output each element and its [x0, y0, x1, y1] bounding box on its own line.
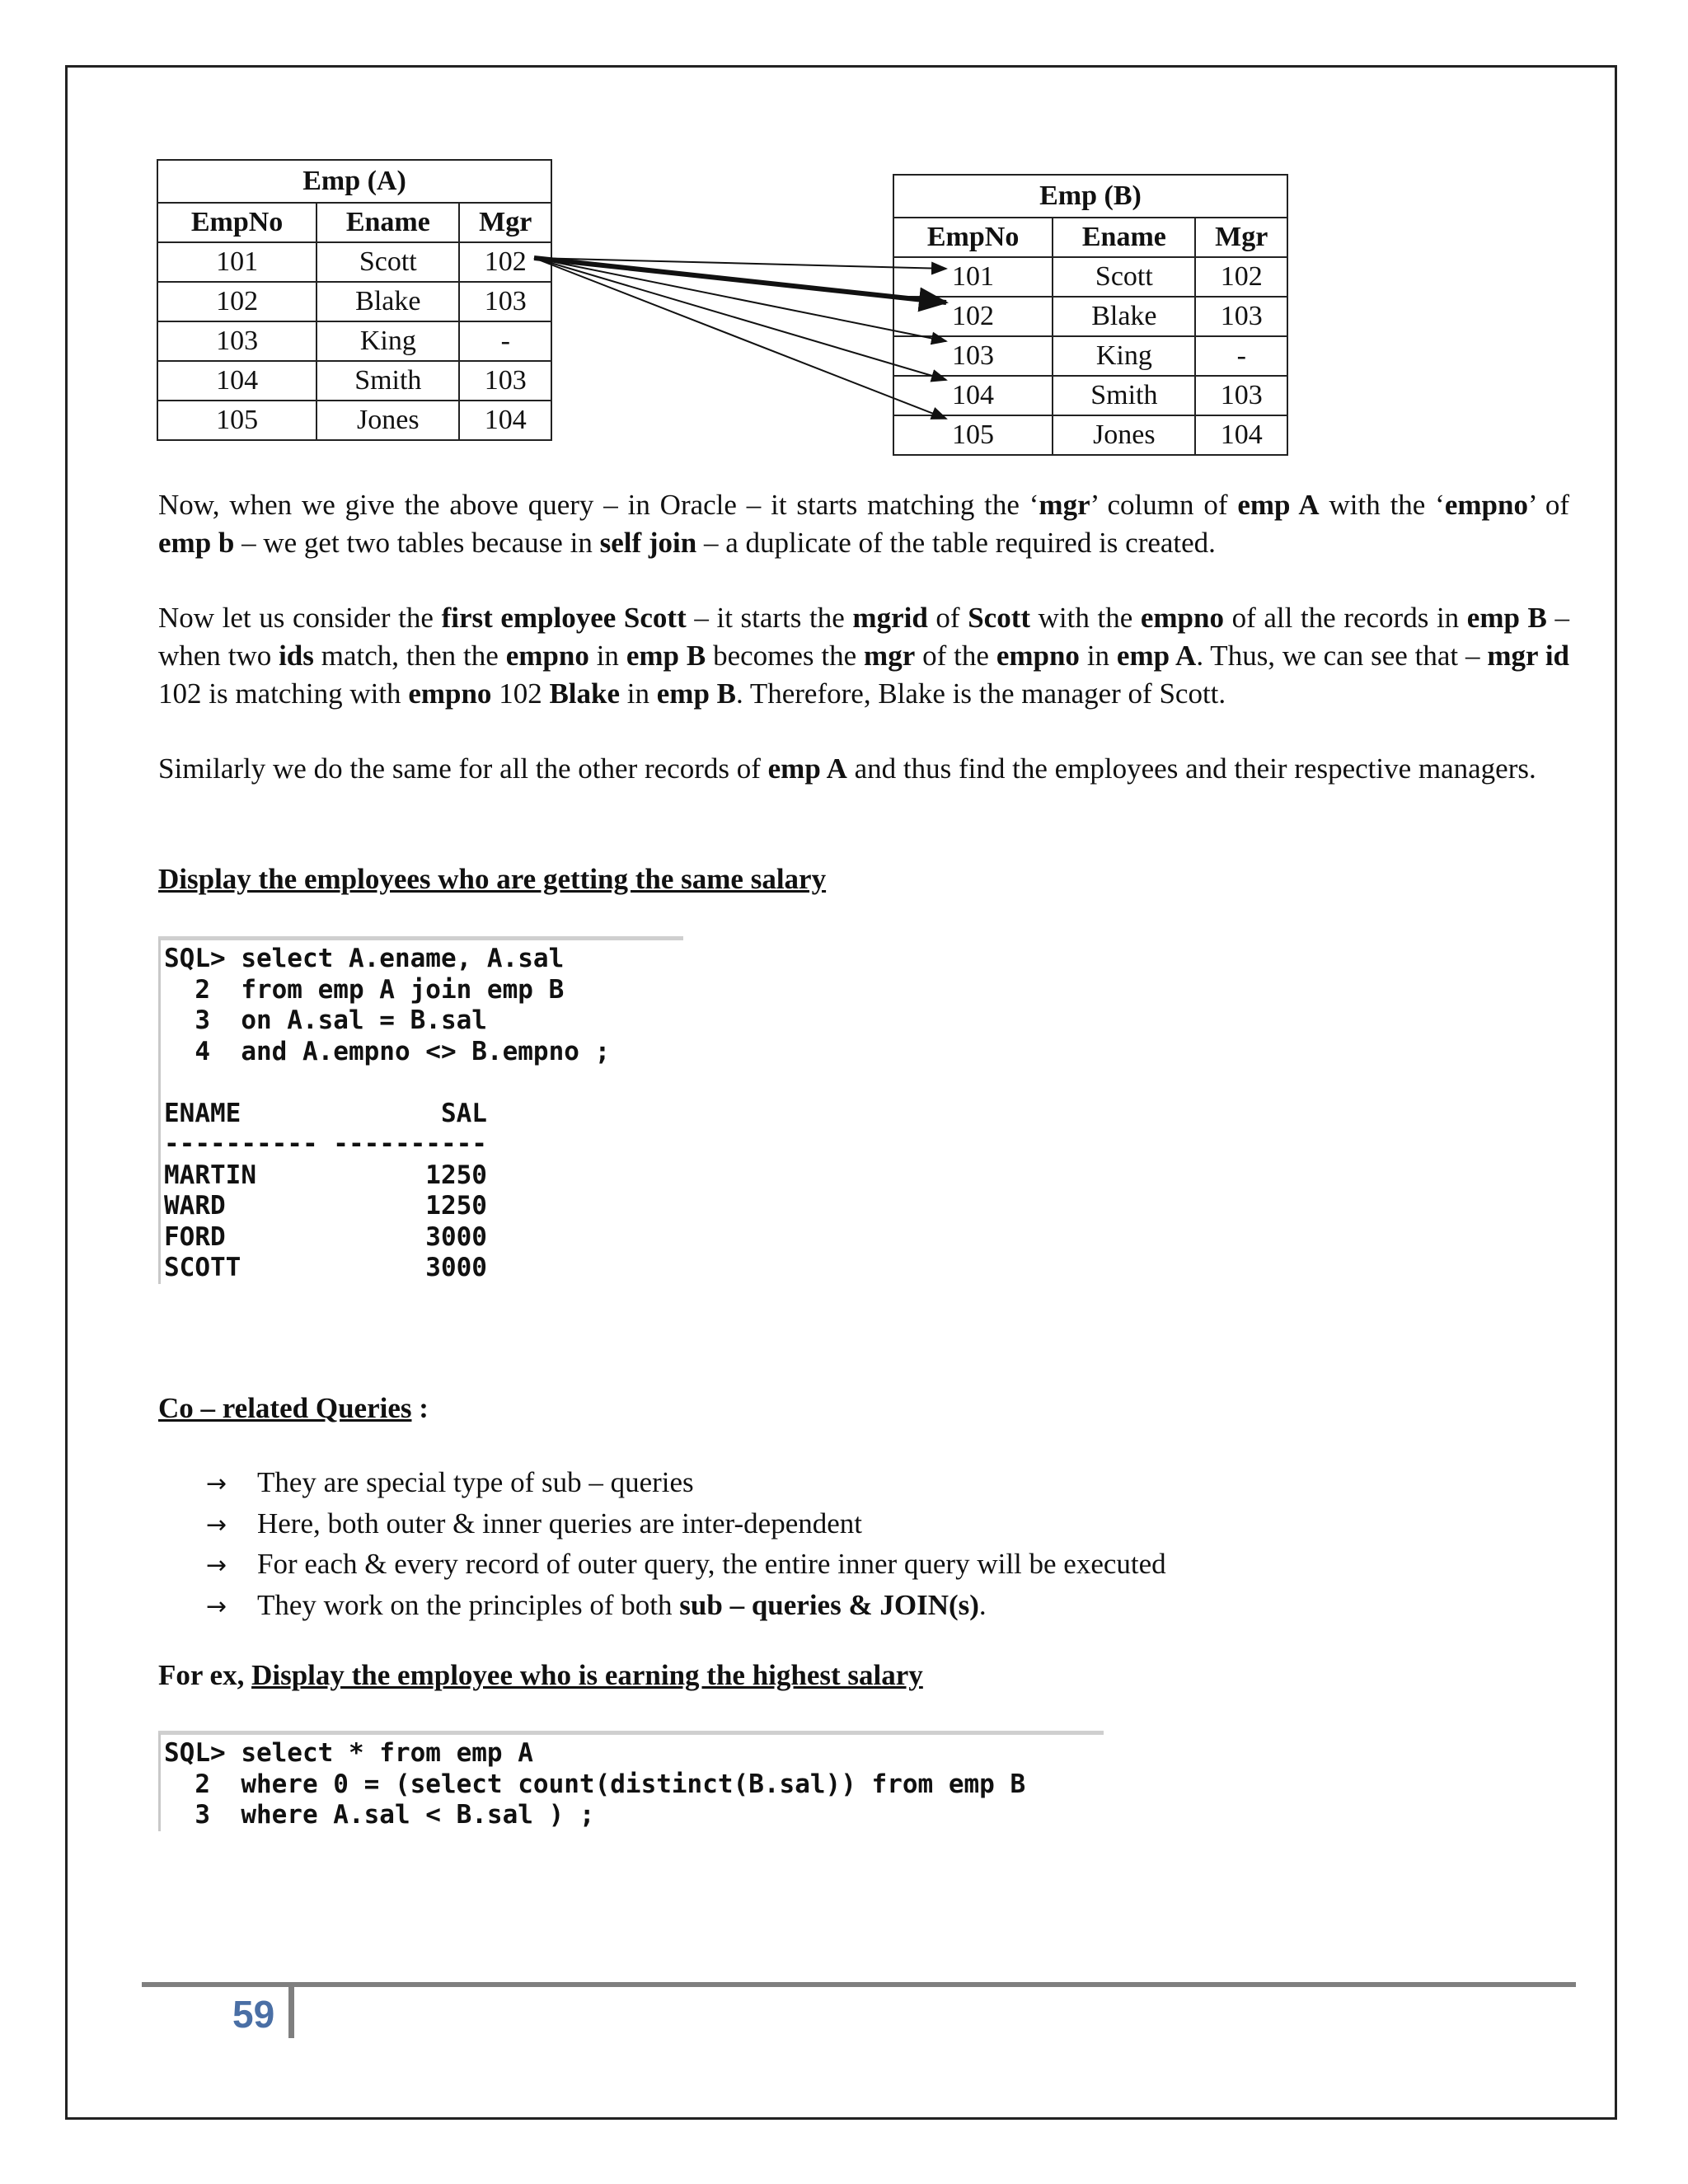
emp-a-header-ename: Ename	[316, 203, 459, 242]
cell-ename: Scott	[1053, 257, 1195, 297]
cell-ename: Smith	[316, 361, 459, 401]
emp-b-header-ename: Ename	[1053, 218, 1195, 257]
cell-empno: 105	[157, 401, 316, 440]
cell-mgr: 102	[1195, 257, 1287, 297]
cell-empno: 103	[157, 321, 316, 361]
cell-ename: Blake	[316, 282, 459, 321]
page-number: 59	[232, 1993, 275, 2036]
arrow-to-104	[534, 258, 946, 380]
corelated-bullet-list	[206, 1463, 1166, 1626]
cell-empno: 105	[893, 415, 1053, 455]
cell-mgr: 104	[1195, 415, 1287, 455]
list-item: → For each & every record of outer query, the entire inner query will be executed	[206, 1544, 1166, 1586]
cell-empno: 101	[893, 257, 1053, 297]
arrow-bullet-icon: →	[206, 1551, 227, 1580]
heading-same-salary: Display the employees who are getting the same salary	[158, 863, 827, 895]
arrow-bullet-icon: →	[206, 1591, 227, 1621]
cell-mgr: 103	[459, 282, 551, 321]
cell-empno: 103	[893, 336, 1053, 376]
cell-ename: King	[1053, 336, 1195, 376]
arrow-bullet-icon: →	[206, 1510, 227, 1540]
cell-mgr: 103	[1195, 376, 1287, 415]
cell-mgr: -	[1195, 336, 1287, 376]
cell-mgr: -	[459, 321, 551, 361]
sql-code-highest-salary: SQL> select * from emp A 2 where 0 = (select count(distinct(B.sal)) from emp B 3 where A.sal < B.sal ) ;	[158, 1731, 1104, 1831]
cell-ename: Jones	[316, 401, 459, 440]
arrow-to-102	[534, 258, 946, 302]
heading-highest-salary-example: For ex, Display the employee who is earning the highest salary	[158, 1659, 923, 1691]
cell-ename: Scott	[316, 242, 459, 282]
footer-rule	[142, 1982, 1576, 1987]
list-item: → They are special type of sub – queries	[206, 1463, 1166, 1504]
arrow-bullet-icon: →	[206, 1469, 227, 1498]
cell-mgr: 102	[459, 242, 551, 282]
emp-a-caption: Emp (A)	[157, 160, 551, 203]
arrow-to-103	[534, 258, 946, 341]
cell-empno: 102	[893, 297, 1053, 336]
paragraph-scott-example: Now let us consider the first employee Scott – it starts the mgrid of Scott with the empno of all the records in emp B – when two ids match, then the empno in emp B becomes the mgr of the empno in emp A. Thus, we can see that – mgr id 102 is matching with empno 102 Blake in emp B. Therefore, Blake is the manager of Scott.	[158, 602, 1570, 710]
cell-empno: 102	[157, 282, 316, 321]
list-item: → They work on the principles of both sub – queries & JOIN(s).	[206, 1586, 1166, 1627]
emp-b-caption: Emp (B)	[893, 175, 1287, 218]
cell-mgr: 103	[459, 361, 551, 401]
paragraph-similarly: Similarly we do the same for all the other records of emp A and thus find the employees and their respective managers.	[158, 752, 1536, 785]
page-number-divider	[288, 1987, 294, 2038]
sql-code-same-salary: SQL> select A.ename, A.sal 2 from emp A join emp B 3 on A.sal = B.sal 4 and A.empno <> B.empno ; ENAME SAL ---------- ---------- MARTIN 1250 WARD 1250 FORD 3000 SCOTT 3000	[158, 936, 683, 1284]
cell-ename: Smith	[1053, 376, 1195, 415]
cell-empno: 101	[157, 242, 316, 282]
cell-mgr: 104	[459, 401, 551, 440]
list-item: → Here, both outer & inner queries are inter-dependent	[206, 1504, 1166, 1545]
cell-mgr: 103	[1195, 297, 1287, 336]
emp-b-header-empno: EmpNo	[893, 218, 1053, 257]
cell-empno: 104	[157, 361, 316, 401]
cell-empno: 104	[893, 376, 1053, 415]
paragraph-self-join-intro: Now, when we give the above query – in Oracle – it starts matching the ‘mgr’ column of emp A with the ‘empno’ of emp b – we get two tables because in self join – a duplicate of the table required is created.	[158, 489, 1570, 559]
emp-a-header-empno: EmpNo	[157, 203, 316, 242]
cell-ename: Blake	[1053, 297, 1195, 336]
emp-b-header-mgr: Mgr	[1195, 218, 1287, 257]
cell-ename: King	[316, 321, 459, 361]
heading-corelated-queries: Co – related Queries :	[158, 1392, 429, 1424]
emp-a-header-mgr: Mgr	[459, 203, 551, 242]
cell-ename: Jones	[1053, 415, 1195, 455]
